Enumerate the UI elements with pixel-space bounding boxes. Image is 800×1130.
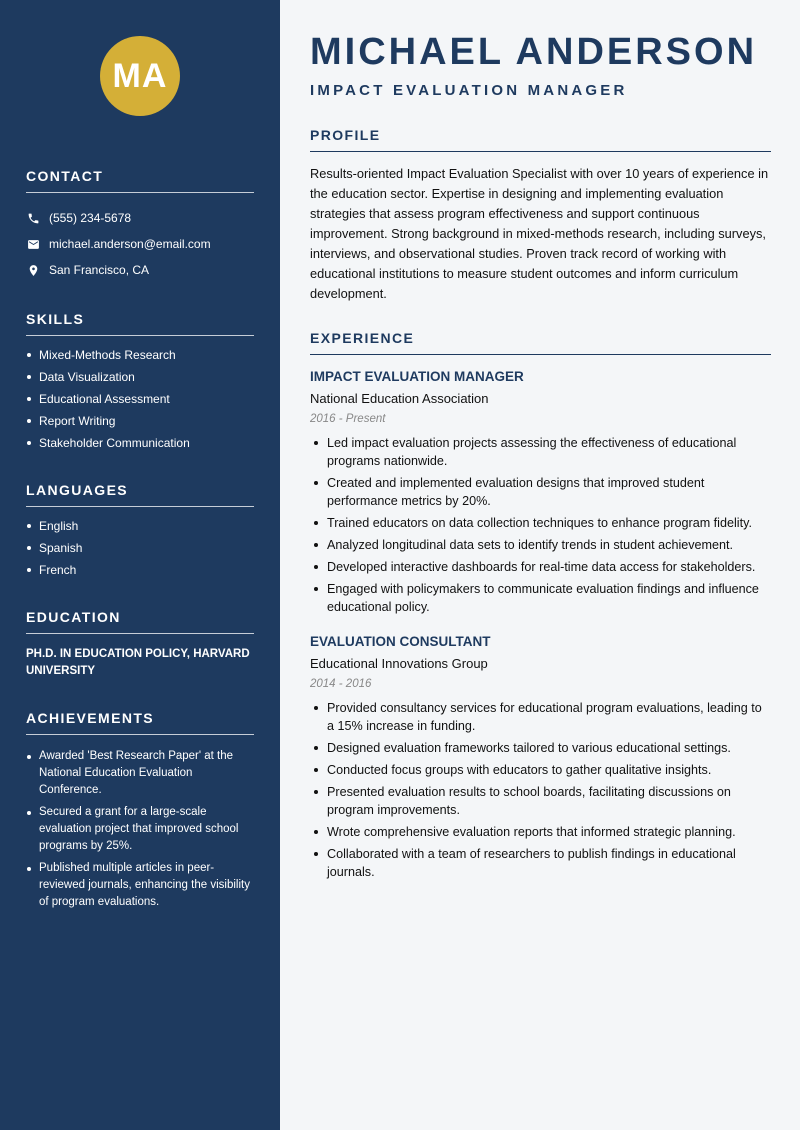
candidate-role: IMPACT EVALUATION MANAGER (310, 82, 628, 99)
achievement-item: Awarded 'Best Research Paper' at the National Education Evaluation Conference. (26, 748, 254, 799)
language-item: Spanish (26, 540, 254, 562)
skill-item: Mixed-Methods Research (26, 347, 254, 369)
job-bullet: Conducted focus groups with educators to gather qualitative insights. (310, 761, 771, 779)
location-text: San Francisco, CA (49, 263, 150, 277)
candidate-name: MICHAEL ANDERSON (310, 31, 758, 73)
job-bullet: Created and implemented evaluation designs that improved student performance metrics by 20%. (310, 474, 771, 510)
job-bullets (310, 699, 771, 881)
languages-heading: LANGUAGES (26, 482, 254, 507)
job-bullets (310, 434, 771, 616)
skills-section (26, 311, 254, 457)
education-heading: EDUCATION (26, 609, 254, 634)
avatar-initials: MA (100, 36, 180, 116)
job-bullet: Led impact evaluation projects assessing the effectiveness of educational programs nationwide. (310, 434, 771, 470)
job-dates: 2014 - 2016 (310, 678, 372, 690)
job-bullet: Presented evaluation results to school boards, facilitating discussions on program improvements. (310, 783, 771, 819)
job-entry (310, 369, 771, 616)
email-icon (26, 237, 40, 251)
contact-email (26, 231, 254, 257)
achievements-list (26, 748, 254, 911)
skill-item: Report Writing (26, 413, 254, 435)
experience-section (310, 330, 771, 881)
job-bullet: Developed interactive dashboards for real-time data access for stakeholders. (310, 558, 771, 576)
achievement-item: Published multiple articles in peer-reviewed journals, enhancing the visibility of program evaluations. (26, 860, 254, 911)
skills-heading: SKILLS (26, 311, 254, 336)
contact-list (26, 205, 254, 283)
achievement-item: Secured a grant for a large-scale evaluation project that improved school programs by 25%. (26, 804, 254, 855)
language-item: English (26, 518, 254, 540)
job-entry (310, 634, 771, 881)
achievements-heading: ACHIEVEMENTS (26, 710, 254, 735)
profile-section (310, 127, 771, 304)
job-title: IMPACT EVALUATION MANAGER (310, 369, 524, 384)
job-organization: National Education Association (310, 391, 489, 406)
skill-item: Stakeholder Communication (26, 435, 254, 457)
location-pin-icon (26, 263, 40, 277)
education-degree: PH.D. IN EDUCATION POLICY, HARVARD UNIVERSITY (26, 648, 250, 677)
phone-icon (26, 211, 40, 225)
avatar-wrap (26, 36, 254, 116)
job-bullet: Provided consultancy services for educational program evaluations, leading to a 15% increase in funding. (310, 699, 771, 735)
job-bullet: Trained educators on data collection techniques to enhance program fidelity. (310, 514, 771, 532)
job-title: EVALUATION CONSULTANT (310, 634, 491, 649)
phone-text: (555) 234-5678 (49, 211, 132, 225)
languages-section (26, 482, 254, 584)
skill-item: Educational Assessment (26, 391, 254, 413)
main-content (280, 0, 800, 1130)
job-bullet: Designed evaluation frameworks tailored to various educational settings. (310, 739, 771, 757)
profile-text: Results-oriented Impact Evaluation Specialist with over 10 years of experience in the education sector. Expertise in designing and implementing evaluation strategies that assess program effectiveness and support continuous improvement. Strong background in mixed-methods research, including surveys, interviews, and observational studies. Proven track record of working with educational institutions to measure student outcomes and inform curriculum development. (310, 166, 769, 301)
language-item: French (26, 562, 254, 584)
education-section (26, 609, 254, 680)
skill-item: Data Visualization (26, 369, 254, 391)
profile-heading: PROFILE (310, 127, 771, 152)
skills-list (26, 347, 254, 457)
achievements-section (26, 710, 254, 911)
job-organization: Educational Innovations Group (310, 656, 488, 671)
job-bullet: Engaged with policymakers to communicate evaluation findings and influence educational policy. (310, 580, 771, 616)
job-bullet: Collaborated with a team of researchers to publish findings in educational journals. (310, 845, 771, 881)
job-bullet: Analyzed longitudinal data sets to identify trends in student achievement. (310, 536, 771, 554)
contact-location (26, 257, 254, 283)
contact-phone (26, 205, 254, 231)
sidebar (0, 0, 280, 1130)
email-text: michael.anderson@email.com (49, 237, 211, 251)
job-dates: 2016 - Present (310, 413, 386, 425)
experience-heading: EXPERIENCE (310, 330, 771, 355)
contact-section (26, 168, 254, 283)
contact-heading: CONTACT (26, 168, 254, 193)
languages-list (26, 518, 254, 584)
job-bullet: Wrote comprehensive evaluation reports that informed strategic planning. (310, 823, 771, 841)
